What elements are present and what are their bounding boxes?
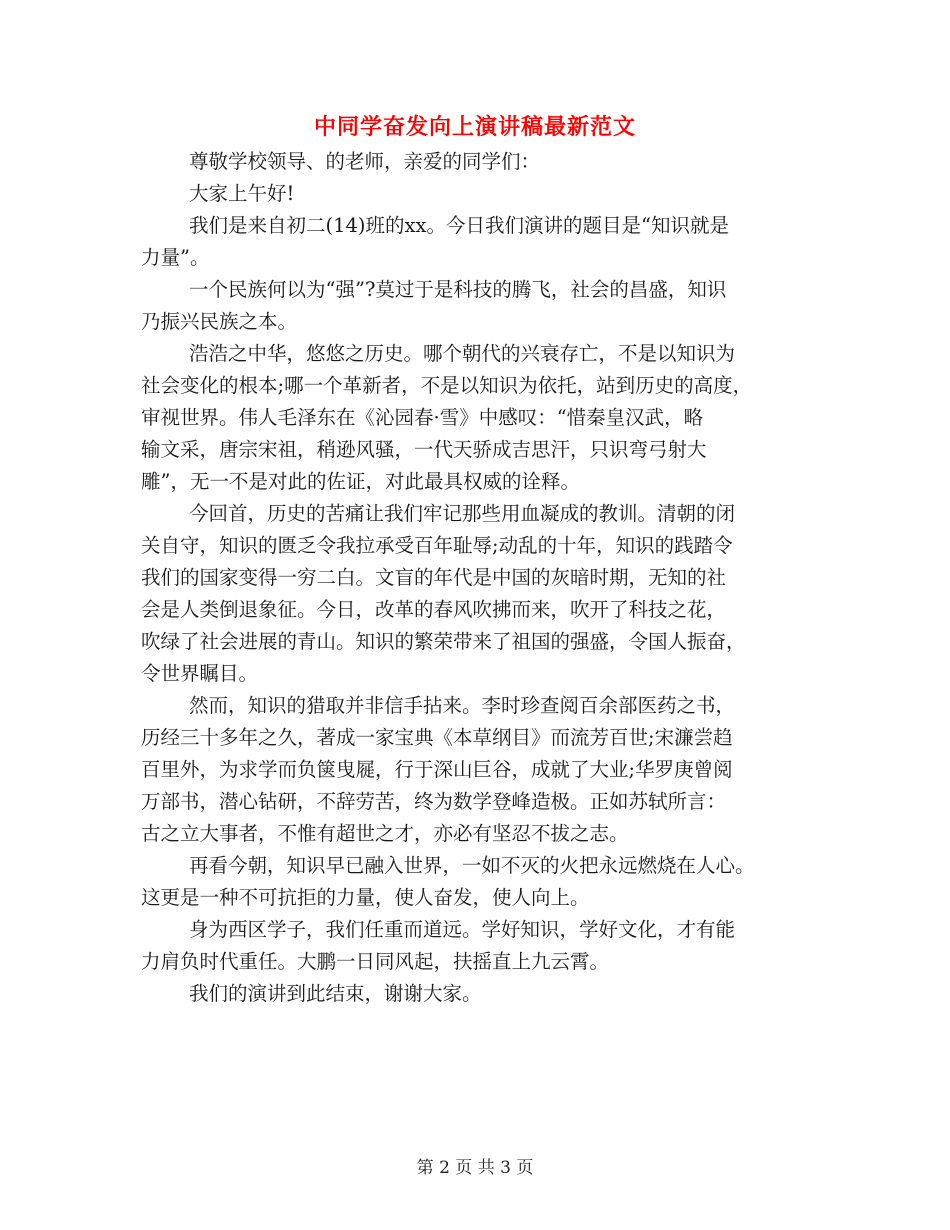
document-title: 中同学奋发向上演讲稿最新范文 <box>313 115 636 140</box>
document-body <box>141 146 811 1010</box>
paragraph-lessons: 今回首，历史的苦痛让我们牢记那些用血凝成的教训。清朝的闭 关自守，知识的匮乏令我拉承受百年耻辱;动乱的十年，知识的践踏令 我们的国家变得一穷二白。文盲的年代是中国的灰暗时期，无知的社 会是人类倒退象征。今日，改革的春风吹拂而来，吹开了科技之花， 吹绿了社会进展的青山。知识的繁荣带来了祖国的强盛，令国人振奋， 令世界瞩目。 <box>141 502 746 685</box>
paragraph-responsibility: 身为西区学子，我们任重而道远。学好知识，学好文化，才有能 力肩负时代重任。大鹏一日同风起，扶摇直上九云霄。 <box>141 918 736 973</box>
paragraph-examples: 然而，知识的猎取并非信手拈来。李时珍查阅百余部医药之书， 历经三十多年之久，著成一家宝典《本草纲目》而流芳百世;宋濂尝趋 百里外，为求学而负箧曳屣，行于深山巨谷，成就了大业;华罗庚曾阅 万部书，潜心钻研，不辞劳苦，终为数学登峰造极。正如苏轼所言： 古之立大事者，不惟有超世之才，亦必有坚忍不拔之志。 <box>141 694 736 845</box>
paragraph-salutation: 尊敬学校领导、的老师，亲爱的同学们： <box>189 150 541 173</box>
paragraph-closing: 我们的演讲到此结束，谢谢大家。 <box>189 982 482 1005</box>
paragraph-history: 浩浩之中华，悠悠之历史。哪个朝代的兴衰存亡，不是以知识为 社会变化的根本;哪一个革新者，不是以知识为依托，站到历史的高度， 审视世界。伟人毛泽东在《沁园春·雪》中感叹：“惜秦皇汉武，略 输文采，唐宗宋祖，稍逊风骚，一代天骄成吉思汗，只识弯弓射大 雕”，无一不是对此的佐证，对此最具权威的诠释。 <box>141 342 753 493</box>
paragraph-greeting: 大家上午好! <box>189 182 295 205</box>
paragraph-introduction: 我们是来自初二(14)班的xx。今日我们演讲的题目是“知识就是 力量”。 <box>141 214 729 269</box>
paragraph-today: 再看今朝，知识早已融入世界，一如不灭的火把永远燃烧在人心。 这更是一种不可抗拒的力量，使人奋发，使人向上。 <box>141 854 755 909</box>
paragraph-nation-strength: 一个民族何以为“强”?莫过于是科技的腾飞，社会的昌盛，知识 乃振兴民族之本。 <box>141 278 727 333</box>
page-footer: 第 2 页 共 3 页 <box>416 1158 534 1178</box>
